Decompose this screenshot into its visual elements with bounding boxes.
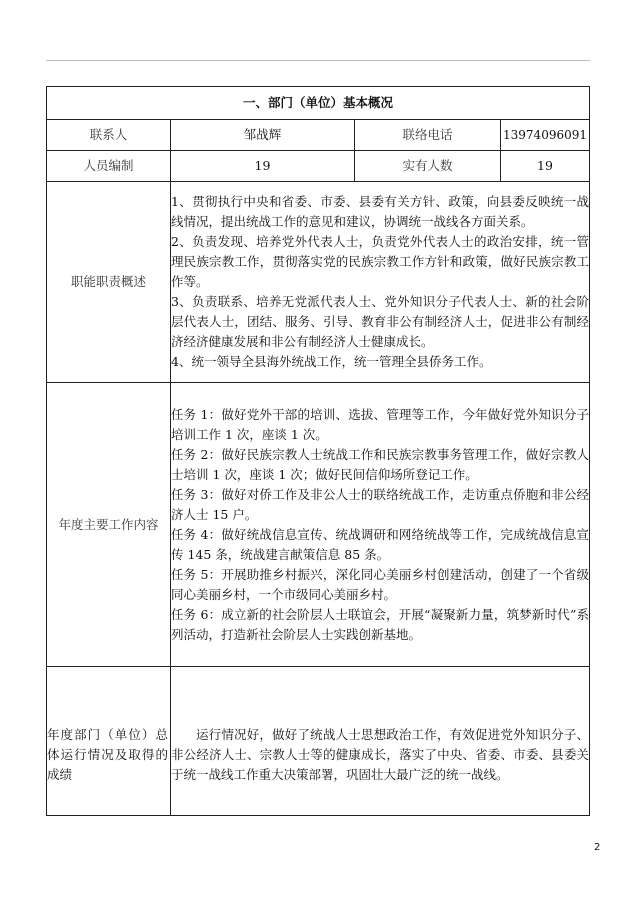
annual-work-label: 年度主要工作内容 [47, 383, 171, 667]
overview-table [46, 86, 590, 816]
duty-item-1: 1、贯彻执行中央和省委、市委、县委有关方针、政策，向县委反映统一战线情况，提出统战工作的意见和建议，协调统一战线各方面关系。 [171, 194, 590, 229]
table-title: 一、部门（单位）基本概况 [47, 87, 590, 120]
contact-label: 联系人 [47, 120, 171, 151]
duties-row [47, 182, 590, 383]
duty-item-3: 3、负责联系、培养无党派代表人士、党外知识分子代表人士、新的社会阶层代表人士，团结、服务、引导、教育非公有制经济人士，促进非公有制经济经济健康发展和非公有制经济人士健康成长。 [171, 294, 590, 349]
staff-actual-value: 19 [501, 151, 590, 182]
annual-work-content [171, 383, 590, 667]
phone-number: 13974096091 [501, 120, 590, 151]
staff-actual-label: 实有人数 [355, 151, 501, 182]
contact-name: 邹战辉 [171, 120, 355, 151]
task-item-5: 任务 5：开展助推乡村振兴，深化同心美丽乡村创建活动，创建了一个省级同心美丽乡村，一个市级同心美丽乡村。 [171, 566, 590, 602]
annual-work-row [47, 383, 590, 667]
duties-content [171, 182, 590, 383]
contact-row [47, 120, 590, 151]
task-item-6: 任务 6：成立新的社会阶层人士联谊会，开展“凝聚新力量，筑梦新时代”系列活动，打造新社会阶层人士实践创新基地。 [171, 606, 590, 642]
task-item-3: 任务 3：做好对侨工作及非公人士的联络统战工作，走访重点侨胞和非公经济人士 15 户。 [171, 486, 590, 522]
task-item-1: 任务 1：做好党外干部的培训、选拔、管理等工作，今年做好党外知识分子培训工作 1 次，座谈 1 次。 [171, 406, 590, 442]
page-number: 2 [594, 842, 601, 853]
duties-label: 职能职责概述 [47, 182, 171, 383]
overall-label: 年度部门（单位）总体运行情况及取得的成绩 [47, 667, 171, 816]
staff-quota-value: 19 [171, 151, 355, 182]
phone-label: 联络电话 [355, 120, 501, 151]
staff-quota-label: 人员编制 [47, 151, 171, 182]
staff-row [47, 151, 590, 182]
overall-row [47, 667, 590, 816]
duty-item-2: 2、负责发现、培养党外代表人士，负责党外代表人士的政治安排，统一管理民族宗教工作，贯彻落实党的民族宗教工作方针和政策，做好民族宗教工作等。 [171, 234, 590, 289]
overall-content [171, 667, 590, 816]
duty-item-4: 4、统一领导全县海外统战工作，统一管理全县侨务工作。 [171, 354, 492, 369]
task-item-4: 任务 4：做好统战信息宣传、统战调研和网络统战等工作，完成统战信息宣传 145 条，统战建言献策信息 85 条。 [171, 526, 590, 562]
overall-text: 运行情况好，做好了统战人士思想政治工作，有效促进党外知识分子、非公经济人士、宗教人士等的健康成长，落实了中央、省委、市委、县委关于统一战线工作重大决策部署，巩固壮大最广泛的统一战线。 [171, 727, 590, 782]
header-rule [46, 60, 590, 61]
task-item-2: 任务 2：做好民族宗教人士统战工作和民族宗教事务管理工作，做好宗教人士培训 1 次，座谈 1 次；做好民间信仰场所登记工作。 [171, 446, 590, 482]
title-row [47, 87, 590, 120]
